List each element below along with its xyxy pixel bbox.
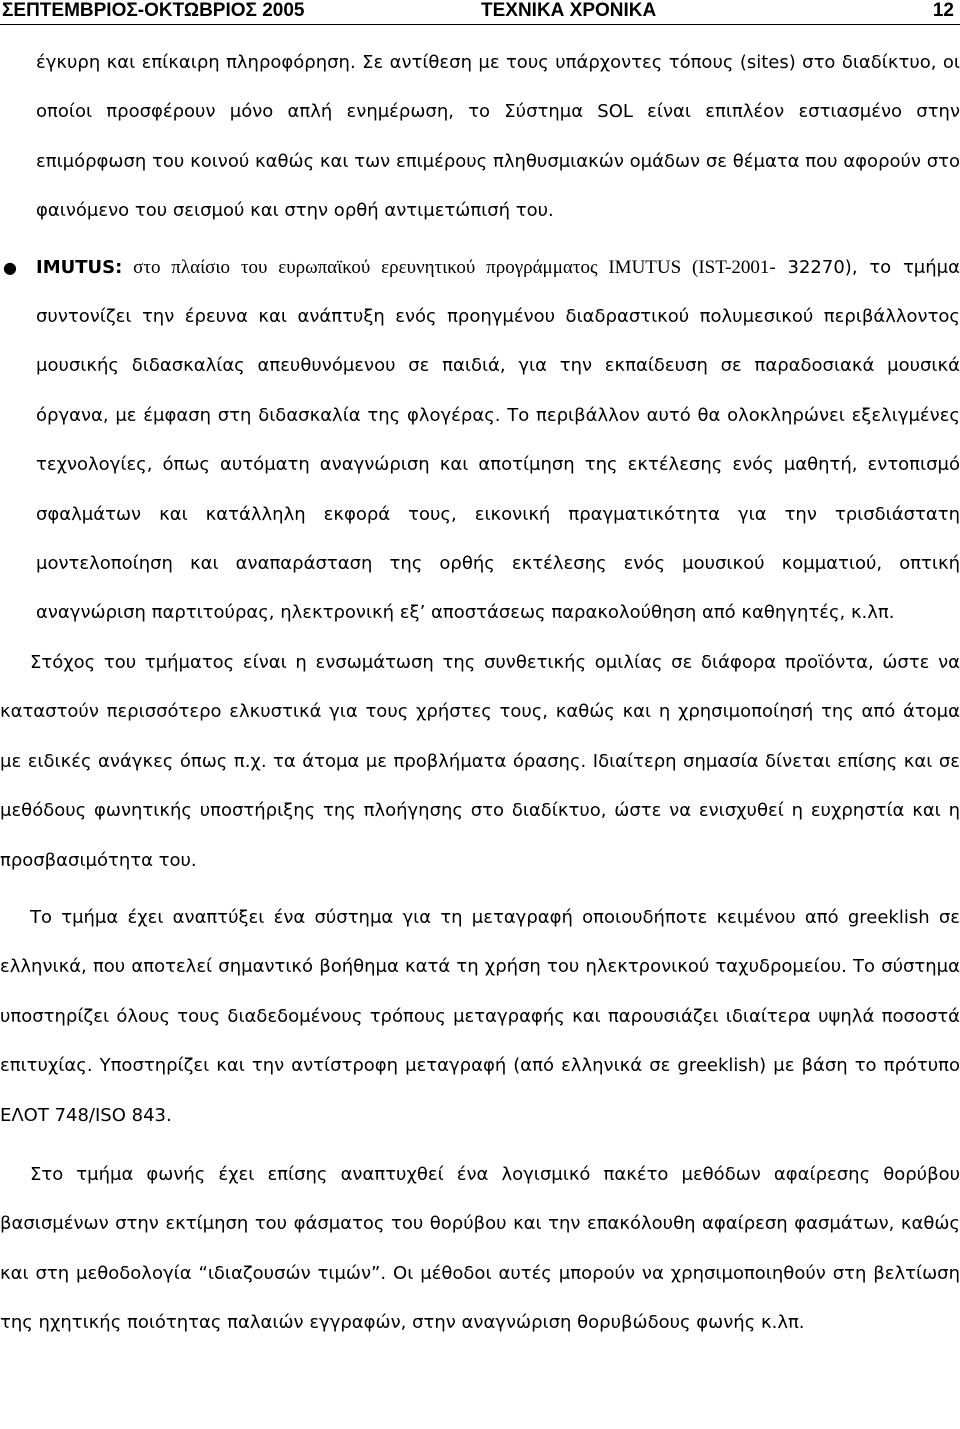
paragraph-noise-removal: Στο τμήμα φωνής έχει επίσης αναπτυχθεί ένα λογισμικό πακέτο μεθόδων αφαίρεσης θορύβου βασισμένων στην εκτίμηση του φάσματος του θορύβου και την επακόλουθη αφαίρεση φασμάτων, καθώς και στη μεθοδολογία “ιδιαζουσών τιμών”. Οι μέθοδοι αυτές μπορούν να χρησιμοποιηθούν στη βελτίωση της ηχητικής ποιότητας παλαιών εγγραφών, στην αναγνώριση θορυβώδους φωνής κ.λπ. (0, 1163, 960, 1334)
page-header (0, 0, 960, 25)
bullet-lead-text: στο πλαίσιο του ευρωπαϊκού ερευνητικού προγράμματος IMUTUS (IST-2001- (122, 256, 776, 278)
bullet-term: IMUTUS: (36, 256, 123, 278)
intro-paragraph: έγκυρη και επίκαιρη πληροφόρηση. Σε αντίθεση με τους υπάρχοντες τόπους (sites) στο διαδίκτυο, οι οποίοι προσφέρουν μόνο απλή ενημέρωση, το Σύστημα SOL είναι επιπλέον εστιασμένο στην επιμόρφωση του κοινού καθώς και των επιμέρους πληθυσμιακών ομάδων σε θέματα που αφορούν στο φαινόμενο του σεισμού και στην ορθή αντιμετώπισή του. (36, 52, 960, 222)
article-body (0, 38, 960, 1348)
bullet-text: 32270), το τμήμα συντονίζει την έρευνα και ανάπτυξη ενός προηγμένου διαδραστικού πολυμεσικού περιβάλλοντος μουσικής διδασκαλίας απευθυνόμενου σε παιδιά, για την εκπαίδευση σε παραδοσιακά μουσικά όργανα, με έμφαση στη διδασκαλία της φλογέρας. Το περιβάλλον αυτό θα ολοκληρώνει εξελιγμένες τεχνολογίες, όπως αυτόματη αναγνώριση και αποτίμηση της εκτέλεσης ενός μαθητή, εντοπισμό σφαλμάτων και κατάλληλη εκφορά τους, εικονική πραγματικότητα για την τρισδιάστατη μοντελοποίηση και αναπαράσταση της ορθής εκτέλεσης ενός μουσικού κομματιού, οπτική αναγνώριση παρτιτούρας, ηλεκτρονική εξ’ αποστάσεως παρακολούθηση από καθηγητές, κ.λπ. (36, 256, 960, 624)
paragraph-greeklish: Το τμήμα έχει αναπτύξει ένα σύστημα για τη μεταγραφή οποιουδήποτε κειμένου από greeklish σε ελληνικά, που αποτελεί σημαντικό βοήθημα κατά τη χρήση του ηλεκτρονικού ταχυδρομείου. Το σύστημα υποστηρίζει όλους τους διαδεδομένους τρόπους μεταγραφής και παρουσιάζει ιδιαίτερα υψηλά ποσοστά επιτυχίας. Υποστηρίζει και την αντίστροφη μεταγραφή (από ελληνικά σε greeklish) με βάση το πρότυπο ΕΛΟΤ 748/ISO 843. (0, 906, 960, 1126)
header-date: ΣΕΠΤΕΜΒΡΙΟΣ-ΟΚΤΩΒΡΙΟΣ 2005 (2, 0, 305, 21)
imutus-bullet-item (0, 243, 960, 638)
paragraph-speech-synthesis: Στόχος του τμήματος είναι η ενσωμάτωση της συνθετικής ομιλίας σε διάφορα προϊόντα, ώστε να καταστούν περισσότερο ελκυστικά για τους χρήστες τους, καθώς και η χρησιμοποίησή της από άτομα με ειδικές ανάγκες όπως π.χ. τα άτομα με προβλήματα όρασης. Ιδιαίτερη σημασία δίνεται επίσης και σε μεθόδους φωνητικής υποστήριξης της πλοήγησης στο διαδίκτυο, ώστε να ενισχυθεί η ευχρηστία και η προσβασιμότητα του. (0, 651, 960, 871)
bullet-icon: ● (3, 257, 17, 277)
header-page-number: 12 (932, 0, 954, 21)
header-journal-title: ΤΕΧΝΙΚΑ ΧΡΟΝΙΚΑ (481, 0, 657, 21)
